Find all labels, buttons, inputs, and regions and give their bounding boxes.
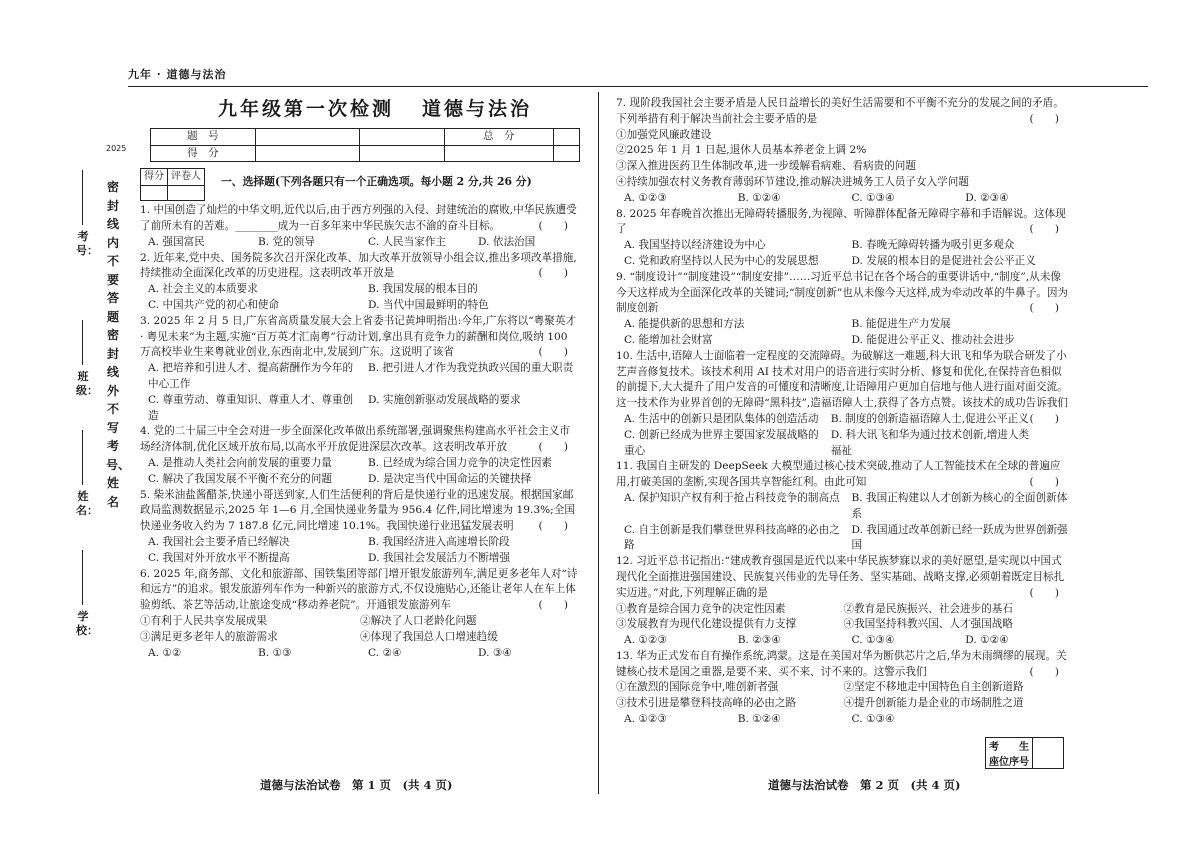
exam-title-subject: 道德与法治	[422, 98, 533, 120]
statement-item: ④体现了我国总人口增速趋缓	[360, 630, 498, 643]
answer-option: C. 能增加社会财富	[624, 333, 713, 346]
answer-paren: ( )	[1029, 586, 1059, 599]
question-stem	[616, 459, 1071, 491]
question	[140, 314, 580, 425]
question-text: 5. 柴米油盐酱醋茶,快递小哥送到家,人们生活便利的背后是快递行业的迅速发展。根据国家邮政局监测数据显示,2025 年 1—6 月,全国快递业务量为 956.4 亿件,同比增速为 19.3%;全国快递业务收入约为 7 187.8 亿元,同比增速 10.1%。我国快递行业迅猛发展表明	[140, 488, 575, 533]
statement-item: ①教育是综合国力竞争的决定性因素	[616, 602, 786, 615]
score-row-label: 题 号	[151, 128, 256, 145]
answer-option: C. 我国对外开放水平不断提高	[148, 551, 290, 564]
question-text: 7. 现阶段我国社会主要矛盾是人民日益增长的美好生活需要和不平衡不充分的发展之间的矛盾。下列举措有利于解决当前社会主要矛盾的是	[616, 97, 1064, 125]
question-stem	[140, 314, 580, 361]
question-stem	[140, 488, 580, 535]
header-rule	[128, 86, 1148, 87]
option-list	[140, 282, 580, 314]
answer-paren: ( )	[1029, 223, 1059, 236]
answer-paren: ( )	[1029, 112, 1059, 125]
question-stem	[140, 251, 580, 283]
seat-number-box	[985, 737, 1064, 769]
option-list	[140, 535, 580, 567]
statement-list	[616, 680, 1071, 712]
question-text: 2. 近年来,党中央、国务院多次召开深化改革、加大改革开放领导小组会议,推出多项改革措施,持续推动全面深化改革的历史进程。这表明改革开放是	[140, 251, 577, 280]
answer-option: D. 发展的根本目的是促进社会公平正义	[851, 254, 1036, 267]
page-1-column	[140, 96, 580, 661]
seat-number-blank	[1033, 738, 1064, 769]
answer-option: B. 已经成为综合国力竞争的决定性因素	[368, 456, 553, 469]
answer-option: A. ①②	[148, 646, 182, 659]
statement-item: ②教育是民族振兴、社会进步的基石	[843, 602, 1013, 615]
statement-item: ④持续加强农村义务教育薄弱环节建设,推动解决进城务工人员子女入学问题	[616, 175, 969, 188]
answer-option: B. 我国发展的根本目的	[368, 283, 478, 296]
answer-option: C. 人民当家作主	[368, 235, 447, 248]
question	[616, 207, 1071, 270]
grader-label: 评卷人	[168, 169, 205, 186]
answer-option: A. 保护知识产权有利于抢占科技竞争的制高点	[624, 491, 840, 504]
exam-title-main: 九年级第一次检测	[217, 98, 394, 120]
answer-option: D. 能促进公平正义、推动社会进步	[851, 333, 1015, 346]
seat-label-line2: 座位序号	[989, 757, 1029, 768]
question-stem	[616, 207, 1071, 239]
section-heading: 一、选择题(下列各题只有一个正确选项。每小题 2 分,共 26 分)	[221, 175, 532, 189]
question-text: 9. “制度设计”“制度建设”“制度安排”……习近平总书记在各个场合的重要讲话中,“制度”,从未像今天这样成为全面深化改革的关键词;“制度创新”也从未像今天这样,成为牵动改革的牛鼻子。因为制度创新	[616, 270, 1069, 315]
question-text: 1. 中国创造了灿烂的中华文明,近代以后,由于西方列强的入侵、封建统治的腐败,中华民族遭受了前所未有的苦难。________成为一百多年来中华民族矢志不渝的奋斗目标。	[140, 204, 577, 232]
answer-option: B. 我国经济进入高速增长阶段	[368, 535, 510, 548]
answer-option: B. 能促进生产力发展	[851, 318, 951, 331]
questions-left	[140, 203, 580, 661]
question-text: 6. 2025 年,商务部、文化和旅游部、国铁集团等部门增开银发旅游列车,满足更多老年人对“诗和远方”的追求。银发旅游列车作为一种新兴的旅游方式,不仅设施贴心,还能让老年人在车上体验剪纸、茶艺等活动,让旅途变成“移动养老院”。开通银发旅游列车	[140, 567, 578, 612]
question	[616, 96, 1071, 207]
question-text: 10. 生活中,语障人士面临着一定程度的交流障碍。为破解这一难题,科大讯飞和华为联合研发了小艺声音修复技术。该技术利用 AI 技术对用户的语音进行实时分析、修复和优化,在保持音色相似的前提下,大大提升了用户发音的可懂度和清晰度,让语障用户更加自信地与他人进行面对面交流。这一技术作为业界首创的无障碍“黑科技”,造福语障人士,获得了各方点赞。该技术的成功告诉我们	[616, 349, 1068, 410]
binding-margin	[70, 130, 131, 750]
question	[616, 270, 1071, 349]
statement-item: ④提升创新能力是企业的市场制胜之道	[843, 697, 1024, 710]
statement-item: ③技术引进是攀登科技高峰的必由之路	[616, 697, 797, 710]
option-list	[140, 235, 580, 251]
option-list	[616, 317, 1071, 349]
question-text: 8. 2025 年春晚首次推出无障碍转播服务,为视障、听障群体配备无障碍字幕和手语解说。这体现了	[616, 207, 1066, 236]
option-list	[616, 712, 1071, 728]
questions-right	[616, 96, 1071, 728]
question	[616, 554, 1071, 649]
answer-option: A. 生活中的创新只是团队集体的创造活动	[624, 412, 819, 425]
answer-paren: ( )	[1029, 665, 1059, 678]
answer-paren: ( )	[1029, 476, 1059, 489]
option-list	[140, 646, 580, 662]
answer-paren: ( )	[538, 520, 568, 533]
grader-score-label: 得分	[141, 169, 168, 186]
question-text: 13. 华为正式发布自有操作系统,鸿蒙。这是在美国对华为断供芯片之后,华为未雨绸缪的展现。关键核心技术是国之重器,是要不来、买不来、讨不来的。这警示我们	[616, 649, 1067, 678]
question	[616, 649, 1071, 728]
option-list	[616, 633, 1071, 649]
answer-option: C. 解决了我国发展不平衡不充分的问题	[148, 472, 332, 485]
answer-option: B. 把引进人才作为我党执政兴国的重大职责	[368, 362, 574, 375]
answer-option: B. 我国正构建以人才创新为核心的全面创新体系	[851, 491, 1068, 520]
answer-option: A. ①②③	[624, 634, 667, 647]
points-row-label: 得 分	[151, 145, 256, 162]
question-stem	[140, 203, 580, 235]
question-stem	[616, 270, 1071, 317]
answer-option: C. 中国共产党的初心和使命	[148, 298, 279, 311]
seat-label-line1: 考 生	[989, 742, 1029, 753]
answer-option: C. 自主创新是我们攀登世界科技高峰的必由之路	[624, 523, 840, 552]
answer-option: B. ①②④	[737, 191, 781, 204]
option-list	[616, 191, 1071, 207]
kaohao-blank-line	[82, 170, 83, 225]
footer-page-2: 道德与法治试卷 第 2 页 (共 4 页)	[768, 778, 961, 792]
statement-item: ②坚定不移地走中国特色自主创新道路	[843, 681, 1024, 694]
question-stem	[616, 554, 1071, 601]
score-table	[150, 128, 580, 163]
statement-item: ②2025 年 1 月 1 日起,退休人员基本养老金上调 2%	[616, 144, 867, 157]
answer-option: D. 是决定当代中国命运的关键抉择	[368, 472, 532, 485]
answer-option: C. 尊重劳动、尊重知识、尊重人才、尊重创造	[148, 393, 354, 422]
answer-option: D. 当代中国最鲜明的特色	[368, 298, 489, 311]
answer-paren: ( )	[1029, 302, 1059, 315]
column-divider	[598, 92, 599, 794]
answer-paren: ( )	[538, 441, 568, 454]
answer-option: D. ②③④	[965, 191, 1009, 204]
statement-list	[140, 614, 580, 646]
answer-paren: ( )	[538, 219, 568, 232]
xuexiao-blank-line	[82, 550, 83, 605]
answer-option: C. 创新已经成为世界主要国家发展战略的重心	[624, 428, 819, 457]
answer-paren: ( )	[538, 599, 568, 612]
field-kaohao: 考号：	[76, 230, 98, 257]
statement-list	[616, 602, 1071, 634]
xingming-blank-line	[82, 430, 83, 485]
page-2-column	[616, 96, 1071, 728]
answer-option: D. 实施创新驱动发展战略的要求	[368, 393, 521, 406]
answer-option: A. 是推动人类社会向前发展的重要力量	[148, 456, 332, 469]
answer-option: A. 能提供新的思想和方法	[624, 318, 745, 331]
answer-option: B. ①②④	[737, 713, 781, 726]
question-stem	[616, 649, 1071, 681]
statement-list	[616, 128, 1071, 191]
question-stem	[616, 96, 1071, 128]
question	[140, 424, 580, 487]
answer-option: C. 党和政府坚持以人民为中心的发展思想	[624, 254, 819, 267]
statement-item: ②解决了人口老龄化问题	[360, 614, 477, 627]
answer-option: B. 党的领导	[258, 235, 315, 248]
question	[616, 349, 1071, 460]
binding-year: 2025	[106, 144, 127, 153]
answer-paren: ( )	[1029, 412, 1059, 425]
answer-option: D. 我国社会发展活力不断增强	[368, 551, 510, 564]
answer-option: A. 强国富民	[148, 235, 205, 248]
answer-option: B. ②③④	[737, 634, 781, 647]
field-banji: 班级：	[76, 370, 98, 397]
footer-page-1: 道德与法治试卷 第 1 页 (共 4 页)	[260, 778, 453, 792]
option-list	[140, 456, 580, 488]
answer-paren: ( )	[538, 346, 568, 359]
answer-option: A. 我国坚持以经济建设为中心	[624, 239, 766, 252]
statement-item: ①有利于人民共享发展成果	[140, 614, 268, 627]
exam-title	[170, 98, 580, 120]
answer-option: D. 我国通过改革创新已经一跃成为世界创新强国	[851, 523, 1068, 552]
answer-paren: ( )	[538, 267, 568, 280]
question	[140, 203, 580, 250]
total-score-label: 总 分	[444, 128, 553, 145]
answer-option: C. ①③④	[851, 191, 895, 204]
option-list	[140, 361, 580, 424]
question-text: 12. 习近平总书记指出:“建成教育强国是近代以来中华民族梦寐以求的美好愿望,是实现以中国式现代化全面推进强国建设、民族复兴伟业的先导任务、坚实基础、战略支撑,必须朝着既定目标扎实迈进。”对此,下列理解正确的是	[616, 555, 1065, 599]
statement-item: ③满足更多老年人的旅游需求	[140, 630, 278, 643]
question-stem	[140, 424, 580, 456]
question-stem	[140, 567, 580, 614]
answer-option: A. 社会主义的本质要求	[148, 283, 258, 296]
field-xingming: 姓名：	[76, 490, 98, 517]
subject-header: 九年 · 道德与法治	[128, 68, 227, 81]
answer-option: D. 依法治国	[478, 235, 536, 248]
option-list	[616, 412, 1030, 459]
question	[140, 251, 580, 314]
answer-option: C. ①③④	[851, 713, 895, 726]
answer-option: B. 制度的创新造福语障人士,促进公平正义	[830, 412, 1029, 425]
answer-option: B. ①③	[258, 646, 292, 659]
answer-option: D. ③④	[478, 646, 512, 659]
grader-box	[140, 168, 205, 201]
answer-option: A. ①②③	[624, 191, 667, 204]
question	[140, 567, 580, 662]
option-list	[616, 238, 1071, 270]
answer-option: D. ①②④	[965, 634, 1009, 647]
statement-item: ①在激烈的国际竞争中,唯创新者强	[616, 681, 779, 694]
question-text: 11. 我国自主研发的 DeepSeek 大模型通过核心技术突破,推动了人工智能技术在全球的普遍应用,打破美国的垄断,实现各国共享智能红利。由此可知	[616, 460, 1061, 489]
answer-option: D. 科大讯飞和华为通过技术创新,增进人类福祉	[830, 428, 1030, 457]
seal-line-warning: 密封线内不要答题密封线外不写考号、姓名	[106, 180, 131, 509]
question-text: 3. 2025 年 2 月 5 日,广东省高质量发展大会上省委书记黄坤明指出:今年,广东将以“粤聚英才 · 粤见未来”为主题,实施“百万英才汇南粤”行动计划,拿出具有竞争力的薪酬和岗位,吸纳 100 万高校毕业生来粤就业创业,东西南北中,发展到广东。这说明了该省	[140, 314, 577, 359]
statement-item: ③深入推进医药卫生体制改革,进一步缓解看病难、看病贵的问题	[616, 160, 916, 173]
answer-option: B. 春晚无障碍转播为吸引更多观众	[851, 239, 1015, 252]
statement-item: ③发展教育为现代化建设提供有力支撑	[616, 618, 797, 631]
answer-option: C. ①③④	[851, 634, 895, 647]
statement-item: ④我国坚持科教兴国、人才强国战略	[843, 618, 1013, 631]
question-text: 4. 党的二十届三中全会对进一步全面深化改革做出系统部署,强调聚焦构建高水平社会主义市场经济体制,优化区域开放布局,以高水平开放促进深层次改革。这表明改革开放	[140, 425, 570, 454]
banji-blank-line	[82, 320, 83, 365]
option-list	[616, 491, 1071, 554]
field-xuexiao: 学校：	[76, 610, 98, 637]
answer-option: C. ②④	[368, 646, 402, 659]
question	[616, 459, 1071, 554]
answer-option: A. ①②③	[624, 713, 667, 726]
statement-item: ①加强党风廉政建设	[616, 128, 712, 141]
answer-option: A. 把培养和引进人才、提高薪酬作为今年的中心工作	[148, 362, 354, 390]
answer-option: A. 我国社会主要矛盾已经解决	[148, 535, 290, 548]
question	[140, 488, 580, 567]
